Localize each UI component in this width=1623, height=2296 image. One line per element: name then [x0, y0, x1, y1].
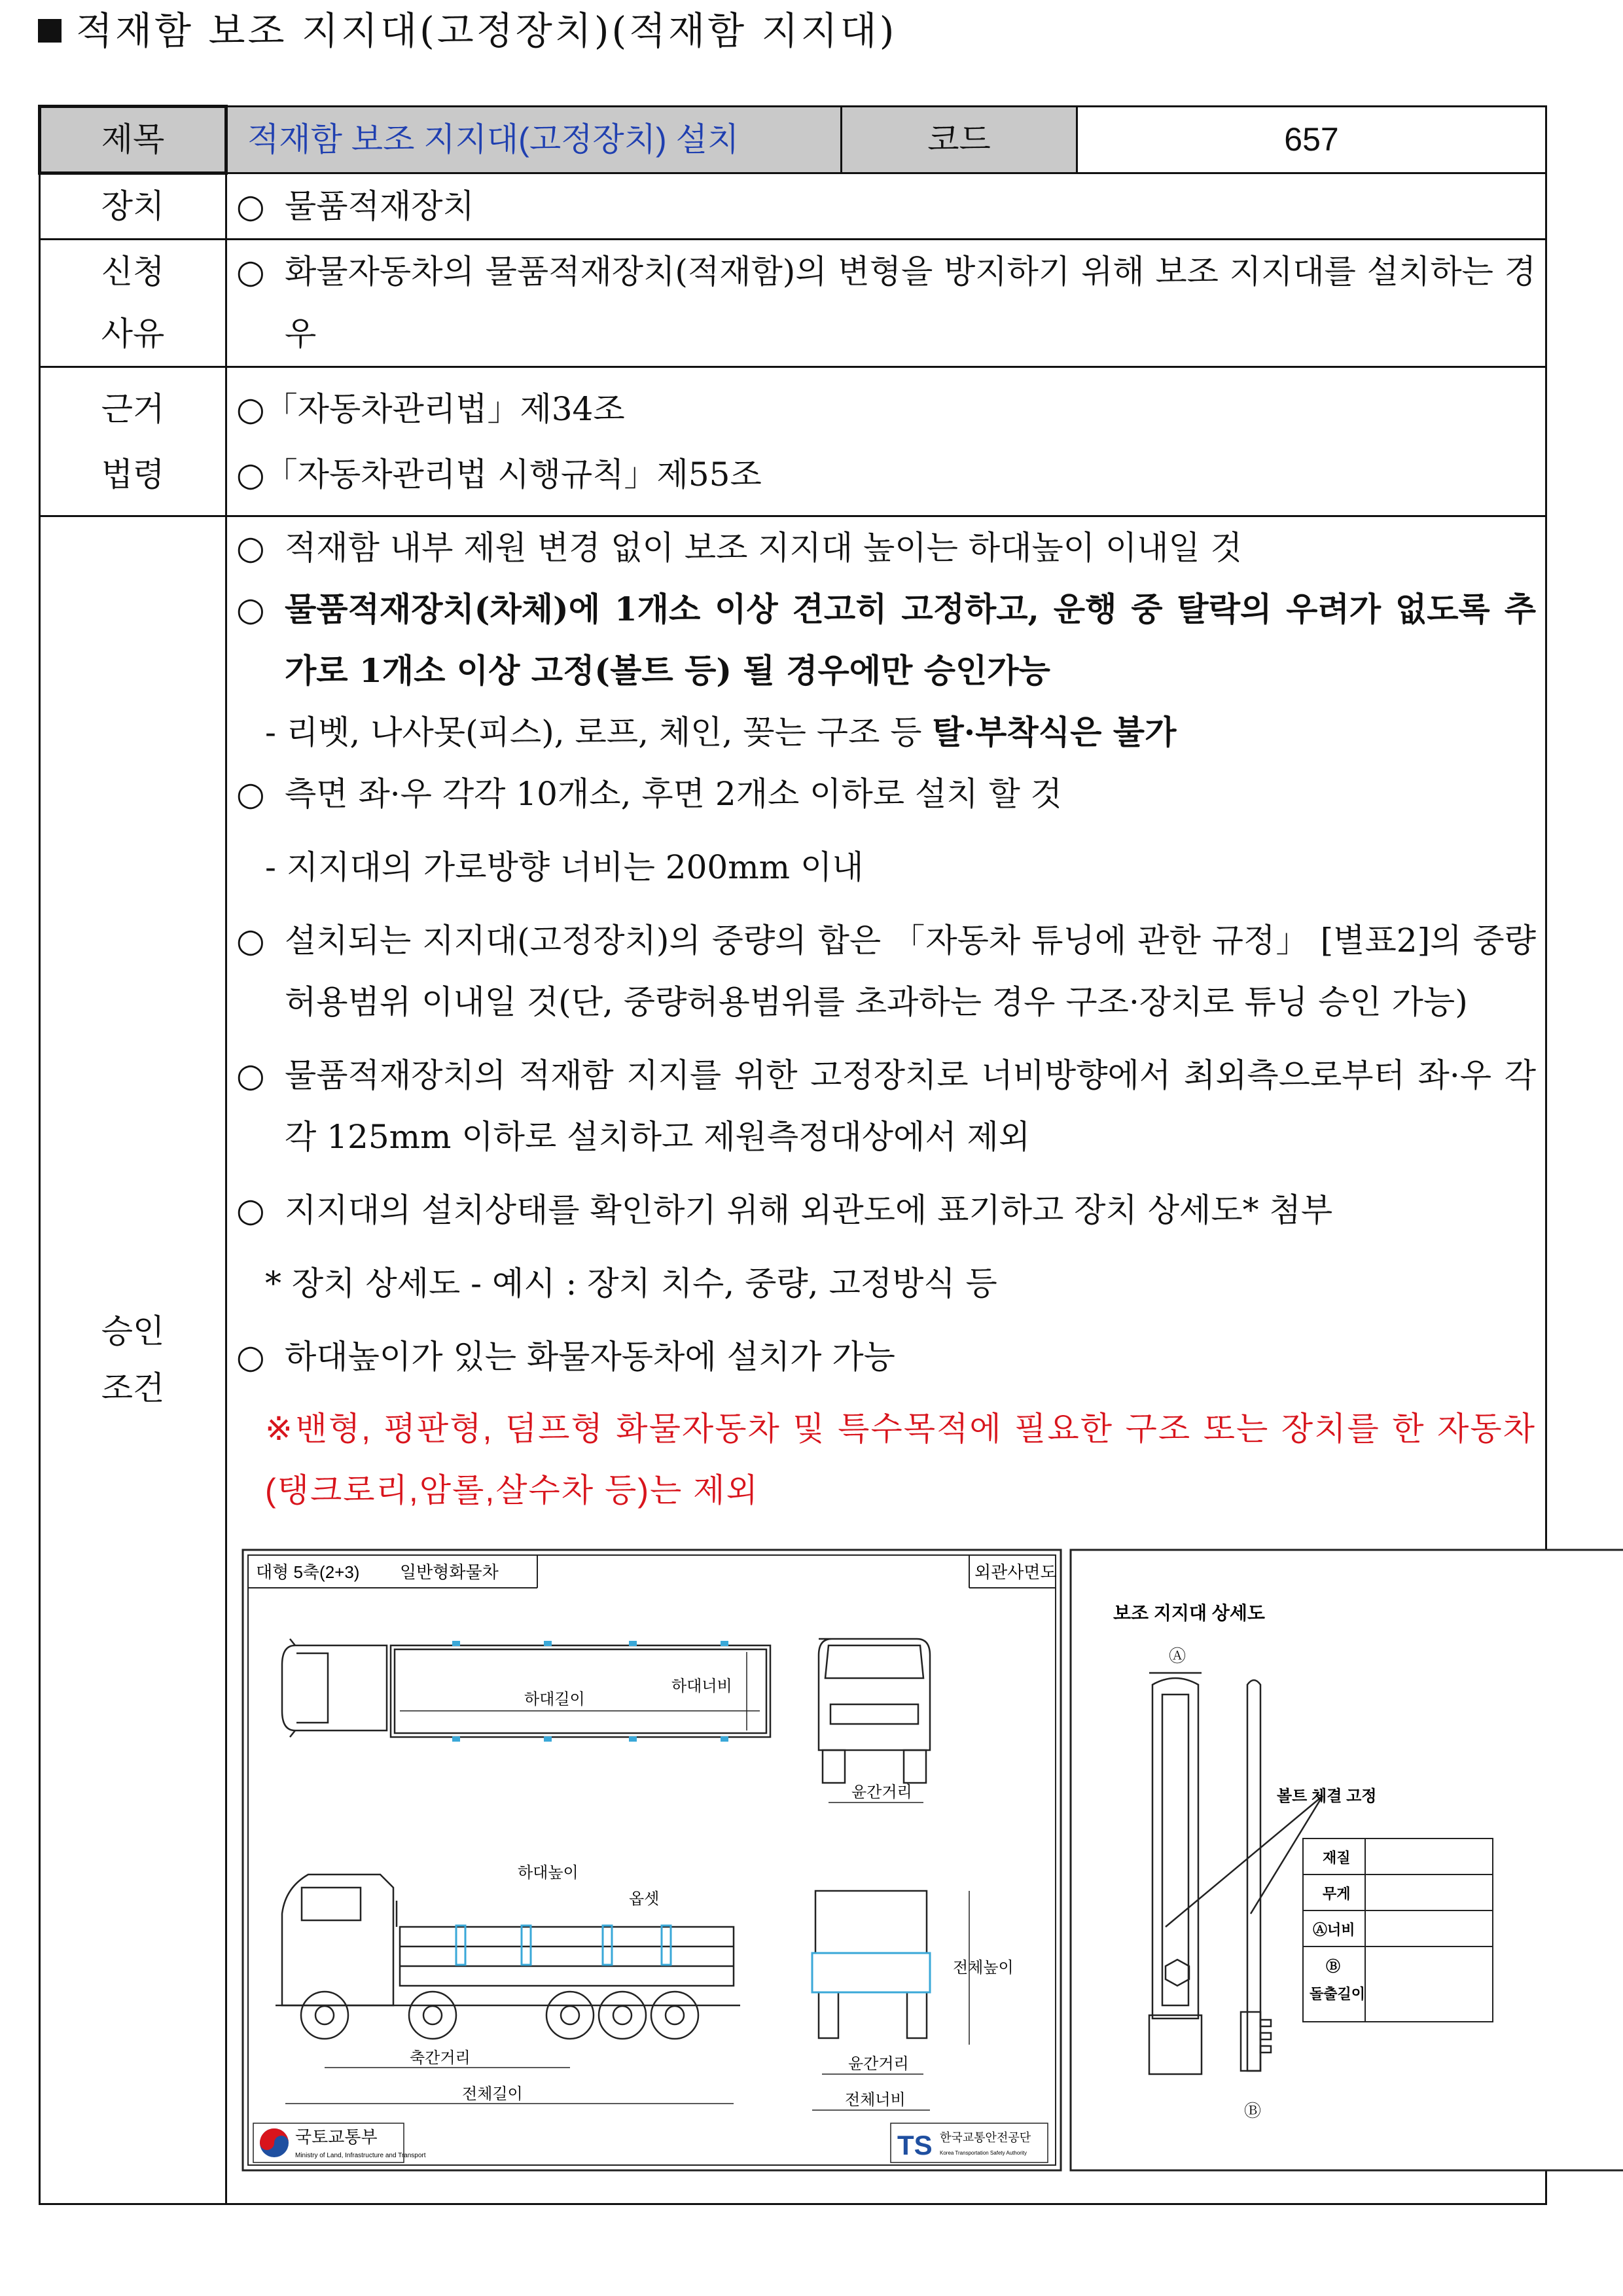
view-title-label: 외관사면도: [974, 1562, 1057, 1582]
bullet-icon: ○: [236, 455, 265, 493]
drawing-frame: [243, 1550, 1061, 2170]
bullet-icon: ○: [236, 590, 265, 628]
bullet-icon: ○: [236, 187, 265, 225]
square-bullet-icon: [38, 19, 62, 43]
condition-2: ○ 물품적재장치(차체)에 1개소 이상 견고히 고정하고, 운행 중 탈락의 우려가 없도록 추가로 1개소 이상 고정(볼트 등) 될 경우에만 승인가능: [236, 579, 1536, 702]
bullet-icon: ○: [236, 1191, 265, 1229]
dim-track-rear: 윤간거리: [848, 2055, 909, 2073]
condition-4: ○ 설치되는 지지대(고정장치)의 중량의 합은 「자동차 튜닝에 관한 규정」 [별표2]의 중량 허용범위 이내일 것(단, 중량허용범위를 초과하는 경우 구조·장치로 튜닝 승인 가능): [236, 910, 1536, 1033]
bolt-fix-label: 볼트 체결 고정: [1277, 1787, 1377, 1805]
law-label-2: 법령: [101, 455, 165, 493]
dim-total-length: 전체길이: [462, 2085, 523, 2103]
bullet-icon: ○: [236, 253, 265, 291]
spec-protrusion: 돌출길이: [1310, 1986, 1366, 2002]
spec-width: Ⓐ너비: [1313, 1922, 1355, 1938]
spec-mark-b: Ⓑ: [1326, 1958, 1341, 1975]
condition-8-exclusion: ※밴형, 평판형, 덤프형 화물자동차 및 특수목적에 필요한 구조 또는 장치를 한 자동차(탱크로리,암롤,살수차 등)는 제외: [265, 1410, 1536, 1509]
law-label-1: 근거: [101, 389, 165, 428]
dim-total-height: 전체높이: [953, 1959, 1014, 1977]
conditions-label-1: 승인: [101, 1312, 165, 1350]
svg-text:Ministry of Land, Infrastructu: Ministry of Land, Infrastructure and Transport: [295, 2152, 426, 2159]
bullet-icon: ○: [236, 1338, 265, 1376]
detail-title: 보조 지지대 상세도: [1113, 1603, 1265, 1623]
reason-row: [40, 240, 1546, 367]
mark-a: Ⓐ: [1169, 1646, 1186, 1666]
condition-3: ○ 측면 좌·우 각각 10개소, 후면 2개소 이하로 설치 할 것: [236, 763, 1536, 825]
conditions-row: [40, 516, 1546, 2204]
dim-deck-height: 하대높이: [518, 1864, 579, 1882]
device-label: 장치: [40, 173, 226, 240]
condition-7: ○ 하대높이가 있는 화물자동차에 설치가 가능: [236, 1326, 1536, 1388]
vehicle-kind-label: 일반형화물차: [400, 1562, 499, 1582]
bullet-icon: ○: [236, 389, 265, 428]
dim-deck-length: 하대길이: [524, 1691, 585, 1708]
bullet-icon: ○: [236, 922, 265, 960]
svg-text:TS: TS: [897, 2130, 933, 2161]
svg-text:한국교통안전공단: 한국교통안전공단: [940, 2131, 1031, 2144]
device-row: [40, 173, 1546, 240]
page-heading-text: 적재함 보조 지지대(고정장치)(적재함 지지대): [76, 9, 897, 53]
condition-5: ○ 물품적재장치의 적재함 지지를 위한 고정장치로 너비방향에서 최외측으로부터 좌·우 각각 125mm 이하로 설치하고 제원측정대상에서 제외: [236, 1045, 1536, 1168]
vehicle-type-label: 대형 5축(2+3): [256, 1562, 360, 1582]
bullet-icon: ○: [236, 529, 265, 567]
condition-2-sub: - 리벳, 나사못(피스), 로프, 체인, 꽂는 구조 등 탈·부착식은 불가: [265, 713, 1177, 751]
dim-offset: 옵셋: [629, 1890, 660, 1908]
page-heading: [38, 0, 897, 55]
law-item-1: 「자동차관리법」제34조: [264, 389, 625, 428]
code-value: 657: [1077, 107, 1546, 173]
bullet-icon: ○: [236, 775, 265, 813]
law-row: [40, 367, 1546, 516]
dim-track-top: 윤간거리: [851, 1784, 912, 1801]
reason-text: 화물자동차의 물품적재장치(적재함)의 변형을 방지하기 위해 보조 지지대를 설치하는 경우: [285, 253, 1536, 353]
dim-deck-width: 하대너비: [671, 1677, 732, 1695]
condition-1: ○ 적재함 내부 제원 변경 없이 보조 지지대 높이는 하대높이 이내일 것: [236, 517, 1536, 579]
conditions-label-2: 조건: [101, 1369, 165, 1407]
dim-total-width: 전체너비: [845, 2091, 906, 2109]
dash: -: [265, 848, 276, 886]
dash: -: [265, 713, 276, 751]
reason-label-2: 사유: [101, 315, 165, 353]
code-label: 코드: [842, 107, 1077, 173]
condition-6: ○ 지지대의 설치상태를 확인하기 위해 외관도에 표기하고 장치 상세도* 첨부: [236, 1179, 1536, 1241]
condition-3-sub: - 지지대의 가로방향 너비는 200mm 이내: [265, 848, 864, 886]
header-row: [40, 107, 1546, 173]
condition-6-note: * 장치 상세도 - 예시 : 장치 치수, 중량, 고정방식 등: [265, 1265, 997, 1302]
spec-material: 재질: [1323, 1850, 1351, 1866]
mark-b: Ⓑ: [1244, 2101, 1262, 2121]
vehicle-drawing: [236, 1547, 1623, 2176]
svg-text:Korea Transportation Safety Au: Korea Transportation Safety Authority: [940, 2150, 1027, 2156]
title-value: 적재함 보조 지지대(고정장치) 설치: [226, 107, 842, 173]
device-text: 물품적재장치: [285, 187, 474, 225]
drawing-area: [236, 1521, 1536, 2203]
title-label: 제목: [40, 107, 226, 173]
svg-text:국토교통부: 국토교통부: [295, 2127, 378, 2147]
spec-weight: 무게: [1323, 1886, 1351, 1902]
bullet-icon: ○: [236, 1056, 265, 1094]
law-item-2: 「자동차관리법 시행규칙」제55조: [264, 455, 762, 493]
dim-wheelbase: 축간거리: [410, 2049, 471, 2067]
approval-table: [38, 105, 1547, 2205]
reason-label-1: 신청: [101, 253, 165, 291]
